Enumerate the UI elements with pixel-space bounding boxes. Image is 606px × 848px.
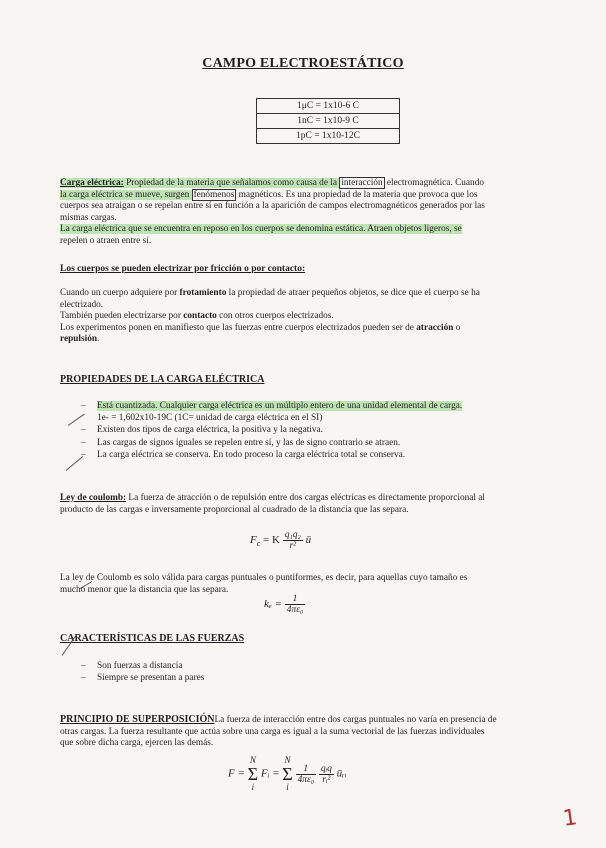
ke-numerator: 1	[285, 594, 306, 605]
coulomb-text-2: producto de las cargas e inversamente proporcional al cuadrado de la distancia que las separa.	[60, 504, 409, 515]
carga-text-4: mismas cargas.	[60, 212, 117, 223]
page-number: 1	[561, 805, 579, 832]
superposicion-text-2: otras cargas. La fuerza resultante que actúa sobre una carga es igual a la suma vectorial de las fuerzas individuales	[60, 726, 485, 737]
sum-fraction-2	[319, 764, 334, 785]
propiedad-item-3: Las cargas de signos iguales se repelen entre sí, y las de signo contrario se atraen.	[97, 437, 401, 448]
unit-row-nano: 1nC = 1x10-9 C	[257, 114, 400, 129]
sum-mid: Fᵢ =	[260, 767, 280, 780]
friccion-text-3c: o	[453, 322, 461, 333]
carga-text-5: La carga eléctrica que se encuentra en reposo en los cuerpos se denomina estática. Atraen objetos ligeros, se	[60, 224, 462, 235]
units-table	[256, 98, 400, 144]
coulomb-paragraph-2	[60, 573, 552, 596]
boxed-word-fenomenos: fenómenos	[193, 189, 235, 200]
caracteristica-item-1: Son fuerzas a distancia	[97, 661, 183, 671]
list-item: – Las cargas de signos iguales se repelen entre sí, y las de signo contrario se atraen.	[81, 437, 401, 448]
friccion-text-2a: También pueden electrizarse por	[60, 311, 184, 322]
ke-formula	[264, 594, 305, 615]
coulomb-text-3: La ley de Coulomb es solo válida para cargas puntuales o puntiformes, es decir, para aquellas cuyo tamaño es	[60, 573, 468, 583]
superposicion-formula	[228, 756, 347, 792]
propiedad-item-1b: 1e- = 1,602x10-19C (1C= unidad de carga eléctrica en el SI)	[97, 413, 323, 424]
friccion-paragraph	[60, 288, 552, 346]
sum-frac1-num: 1	[296, 764, 317, 775]
superposicion-paragraph	[60, 714, 552, 750]
sum-upper: N	[249, 755, 256, 765]
carga-label: Carga eléctrica:	[60, 178, 124, 188]
pencil-mark	[66, 456, 83, 471]
page-title: CAMPO ELECTROESTÁTICO	[202, 56, 404, 71]
unit-row-pico: 1pC = 1x10-12C	[257, 129, 400, 144]
carga-text-2a: la carga eléctrica se mueve, surgen	[60, 189, 192, 200]
carga-text-1a: Propiedad de la materia que señalamos como causa de la	[123, 178, 340, 188]
propiedad-item-1: Está cuantizada. Cualquier carga eléctrica es un múltiplo entero de una unidad elemental de carga.	[97, 401, 463, 411]
ke-fraction	[285, 594, 306, 615]
coulomb-text-1: La fuerza de atracción o de repulsión entre dos cargas eléctricas es directamente proporcional al	[126, 493, 485, 503]
sum-frac2-num: qᵢq	[320, 763, 332, 774]
coulomb-text-4: mucho menor que la distancia que las separa.	[60, 584, 229, 595]
carga-paragraph	[60, 178, 552, 248]
superposicion-text-1: La fuerza de interacción entre dos cargas puntuales no varía en presencia de	[214, 715, 497, 725]
list-item	[97, 412, 557, 424]
sum-lower: i	[251, 782, 255, 792]
formula-sub-c: c	[256, 539, 261, 549]
coulomb-label: Ley de coulomb:	[60, 493, 127, 503]
sum-symbol-2: N Σ i	[282, 755, 293, 792]
propiedades-list	[81, 400, 557, 461]
caracteristica-item-2: Siempre se presentan a pares	[97, 673, 205, 684]
propiedad-item-4: La carga eléctrica se conserva. En todo proceso la carga eléctrica total se conserva.	[97, 449, 406, 460]
superposicion-heading: PRINCIPIO DE SUPERPOSICIÓN	[60, 714, 215, 725]
formula-fraction	[283, 530, 303, 551]
friccion-text-1d: electrizado.	[60, 299, 104, 310]
caracteristicas-list	[81, 660, 397, 684]
sum-frac2-den: rᵢ²	[322, 774, 331, 785]
formula-f: F	[250, 534, 257, 547]
sum2-lower: i	[286, 782, 289, 792]
propiedad-item-2: Existen dos tipos de carga eléctrica, la positiva y la negativa.	[97, 425, 323, 436]
sum-frac1-den: 4πε₀	[297, 774, 315, 785]
friccion-text-1c: la propiedad de atraer pequeños objetos, se dice que el cuerpo se ha	[226, 288, 480, 298]
formula-denominator: r²	[289, 541, 297, 551]
ke-denominator: 4πε₀	[286, 605, 304, 615]
sum-lhs: F =	[228, 767, 245, 780]
formula-k: = K	[263, 534, 280, 547]
caracteristicas-heading: CARACTERÍSTICAS DE LAS FUERZAS	[60, 633, 245, 644]
formula-numerator: q₁q₂	[284, 530, 301, 540]
list-item: – La carga eléctrica se conserva. En todo proceso la carga eléctrica total se conserva.	[81, 449, 406, 460]
list-item: – Está cuantizada. Cualquier carga eléctrica es un múltiplo entero de una unidad elemental de carga.	[81, 401, 463, 411]
sum-unit-vector: ūᵣᵢ	[336, 767, 347, 780]
carga-text-3: cuerpos sea atraigan o se repelan entre sí en función a la aparición de campos electromagnéticos generados por las	[60, 201, 485, 212]
sum-symbol: N Σ i	[247, 755, 259, 792]
friccion-text-3e: .	[97, 334, 100, 345]
unit-row-micro: 1μC = 1x10-6 C	[257, 99, 400, 114]
list-item: – Son fuerzas a distancia	[81, 661, 183, 671]
coulomb-formula	[250, 530, 311, 551]
sum2-upper: N	[284, 755, 291, 765]
friccion-bold-repulsion: repulsión	[60, 334, 98, 345]
carga-text-2b: magnéticos. Es una propiedad de la materia que provoca que los	[236, 189, 478, 200]
friccion-heading: Los cuerpos se pueden electrizar por fricción o por contacto:	[60, 264, 306, 274]
friccion-text-3a: Los experimentos ponen en manifiesto que las fuerzas entre cuerpos electrizados pueden ser de	[60, 322, 417, 333]
list-item: – Siempre se presentan a pares	[81, 673, 205, 684]
formula-unit-vector: ū	[305, 534, 312, 547]
sum-fraction-1	[296, 764, 317, 785]
friccion-bold-atraccion: atracción	[416, 322, 454, 333]
coulomb-paragraph	[60, 493, 552, 516]
carga-text-6: repelen o atraen entre sí.	[60, 235, 152, 246]
ke-lhs: kₑ =	[264, 598, 282, 611]
friccion-text-2c: con otros cuerpos electrizados.	[216, 311, 334, 322]
boxed-word-interaccion: interacción	[341, 178, 383, 188]
friccion-text-1a: Cuando un cuerpo adquiere por	[60, 288, 180, 298]
friccion-bold-contacto: contacto	[183, 311, 217, 322]
superposicion-text-3: que sobre dicha carga, ejercen las demás.	[60, 738, 214, 749]
carga-text-1b: electromagnética. Cuando	[384, 178, 484, 188]
list-item: – Existen dos tipos de carga eléctrica, la positiva y la negativa.	[81, 425, 323, 436]
propiedades-heading: PROPIEDADES DE LA CARGA ELÉCTRICA	[60, 374, 265, 385]
friccion-bold-frotamiento: frotamiento	[179, 288, 227, 298]
